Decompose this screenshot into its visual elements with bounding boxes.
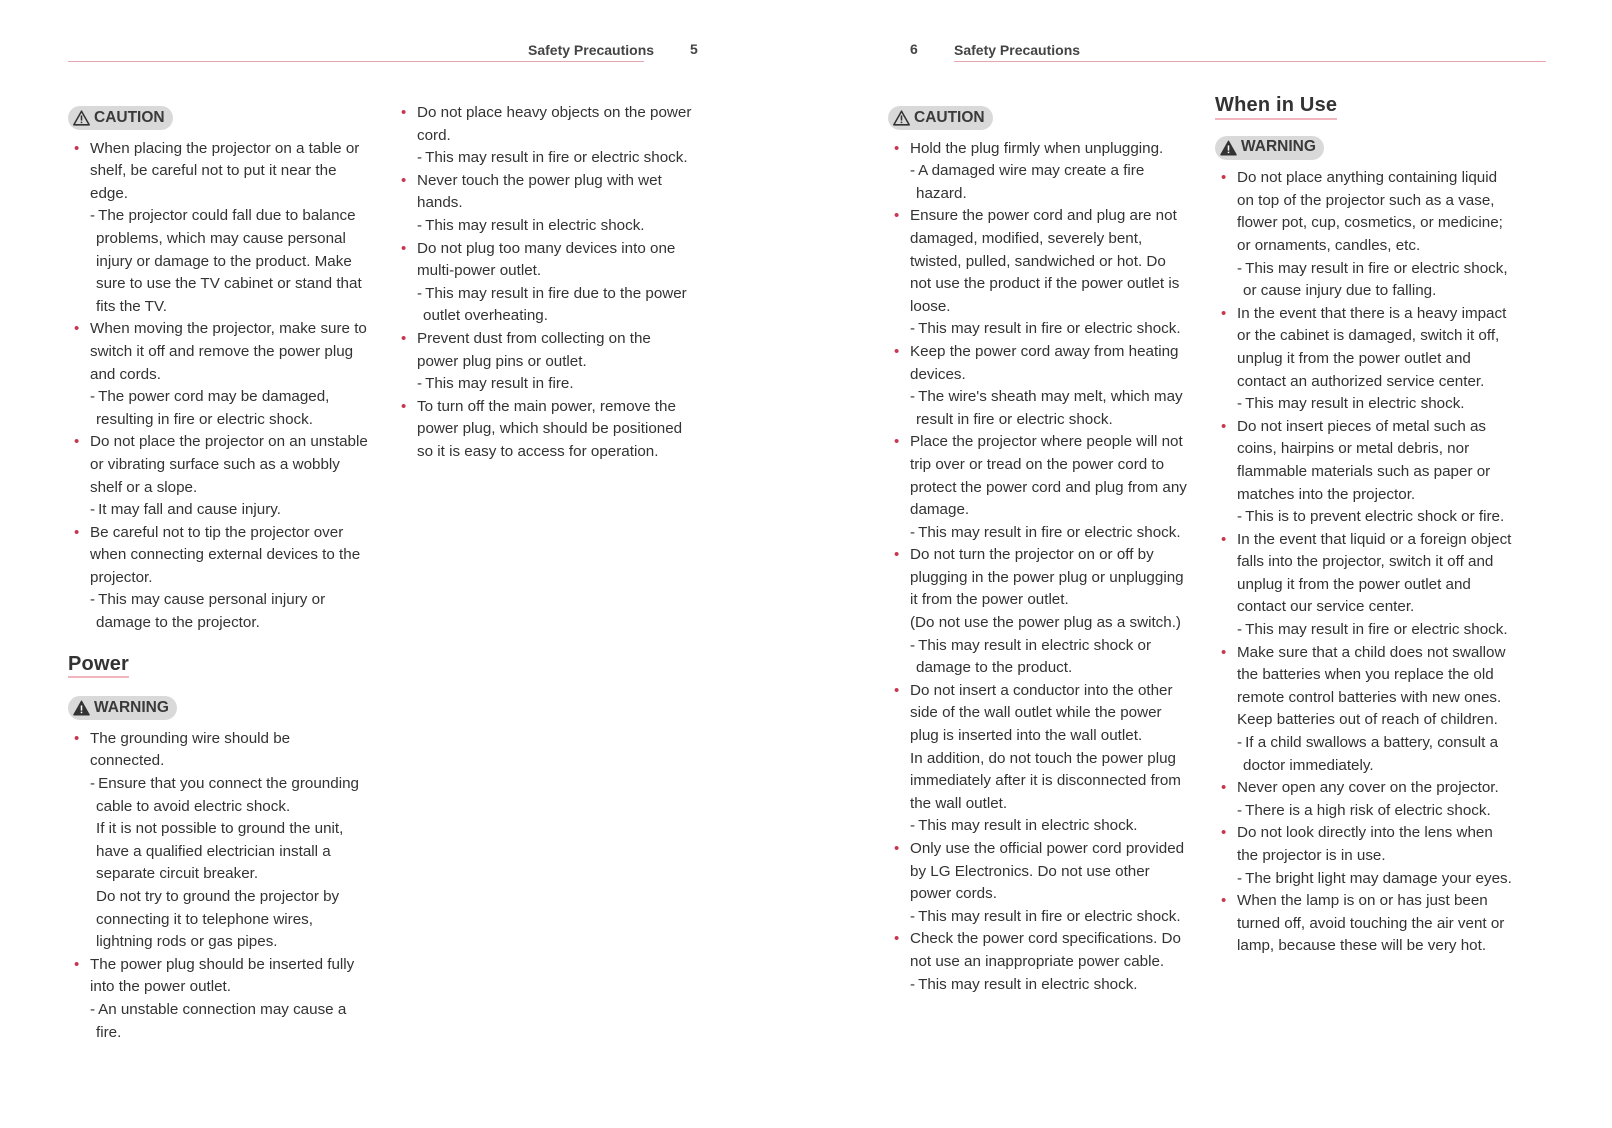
item-continuation: If it is not possible to ground the unit, have a qualified electrician install a separate circuit breaker. <box>96 820 344 883</box>
list-item <box>888 431 1188 544</box>
item-consequence: - This may result in fire due to the power outlet overheating. <box>417 284 687 325</box>
list-item <box>1215 416 1515 529</box>
list-item <box>888 205 1188 341</box>
item-text: The grounding wire should be connected. <box>90 729 291 770</box>
consequence-text: The bright light may damage your eyes. <box>1245 869 1512 887</box>
consequence-text: This is to prevent electric shock or fire. <box>1245 508 1505 526</box>
item-text: Never touch the power plug with wet hands. <box>417 171 662 212</box>
consequence-text: This may result in electric shock or damage to the product. <box>916 636 1152 677</box>
item-consequence: - This may result in fire or electric shock, or cause injury due to falling. <box>1237 259 1508 300</box>
column-1 <box>68 106 368 1044</box>
consequence-text: Ensure that you connect the grounding cable to avoid electric shock. <box>96 775 359 815</box>
caution-badge <box>68 106 173 130</box>
caution-list-right <box>888 138 1188 997</box>
list-item <box>888 928 1188 996</box>
power-section-title: Power <box>68 653 129 679</box>
list-item <box>68 728 368 954</box>
item-consequence: - This may result in electric shock. <box>910 817 1138 835</box>
list-item <box>1215 777 1515 822</box>
item-continuation: Do not try to ground the projector by connecting it to telephone wires, lightning rods or gas pipes. <box>96 888 340 951</box>
consequence-text: This may result in fire due to the power outlet overheating. <box>423 284 687 325</box>
left-header-rule <box>68 61 644 62</box>
item-text: Do not insert pieces of metal such as coins, hairpins or metal debris, nor flammable materials such as paper or matches into the projector. <box>1237 417 1491 503</box>
item-text: To turn off the main power, remove the power plug, which should be positioned so it is easy to access for operation. <box>417 397 683 460</box>
item-text: Do not look directly into the lens when the projector is in use. <box>1237 824 1493 864</box>
consequence-text: An unstable connection may cause a fire. <box>96 1000 347 1041</box>
item-consequence: - The projector could fall due to balance problems, which may cause personal injury or damage to the product. Make sure to use the TV cabinet or stand that fits the TV. <box>90 207 362 315</box>
consequence-text: The power cord may be damaged, resulting in fire or electric shock. <box>96 388 330 428</box>
caution-label-right: CAUTION <box>914 108 985 126</box>
warning-label-right: WARNING <box>1241 138 1316 156</box>
item-text: Place the projector where people will not trip over or tread on the power cord to protect the power cord and plug from any damage. <box>910 433 1187 519</box>
list-item <box>1215 890 1515 958</box>
list-item <box>1215 642 1515 778</box>
consequence-text: It may fall and cause injury. <box>98 501 281 519</box>
consequence-text: This may result in fire or electric shock. <box>918 907 1181 925</box>
item-consequence: - If a child swallows a battery, consult a doctor immediately. <box>1237 734 1499 774</box>
right-header-rule <box>954 61 1546 62</box>
consequence-text: This may result in fire or electric shock. <box>1245 621 1508 639</box>
column-4 <box>1215 94 1515 958</box>
list-item <box>68 954 368 1044</box>
item-consequence: - This may result in electric shock. <box>1237 395 1465 413</box>
item-consequence: - A damaged wire may create a fire hazard. <box>910 162 1145 202</box>
right-page-header <box>910 38 1546 62</box>
item-text: Do not place anything containing liquid on top of the projector such as a vase, flower pot, cup, cosmetics, or medicine; or ornaments, candles, etc. <box>1237 169 1503 254</box>
caution-label: CAUTION <box>94 108 165 126</box>
item-text: Keep the power cord away from heating devices. <box>910 342 1179 383</box>
item-text: When the lamp is on or has just been turned off, avoid touching the air vent or lamp, because these will be very hot. <box>1237 892 1505 955</box>
consequence-text: The projector could fall due to balance problems, which may cause personal injury or damage to the product. Make sure to use the TV cabinet or stand that fits the TV. <box>96 207 362 315</box>
item-consequence: - This may result in electric shock. <box>910 975 1138 993</box>
consequence-text: This may result in electric shock. <box>918 975 1138 993</box>
list-item <box>68 138 368 319</box>
warning-filled-icon <box>1220 140 1237 156</box>
list-item <box>68 318 368 431</box>
consequence-text: The wire's sheath may melt, which may result in fire or electric shock. <box>916 388 1183 428</box>
item-text: Ensure the power cord and plug are not damaged, modified, severely bent, twisted, pulled, sandwiched or hot. Do not use the product if the power outlet is loose. <box>910 207 1180 315</box>
item-consequence: - There is a high risk of electric shock. <box>1237 801 1491 819</box>
item-consequence: - The power cord may be damaged, resulting in fire or electric shock. <box>90 388 330 428</box>
item-text: In the event that there is a heavy impact or the cabinet is damaged, switch it off, unplug it from the power outlet and contact an authorized service center. <box>1237 304 1507 390</box>
item-consequence: - This may cause personal injury or damage to the projector. <box>90 591 326 632</box>
when-in-use-title: When in Use <box>1215 94 1337 120</box>
item-consequence: - This is to prevent electric shock or fire. <box>1237 508 1505 526</box>
list-item <box>1215 303 1515 416</box>
item-text: Do not plug too many devices into one multi-power outlet. <box>417 239 676 280</box>
consequence-text: This may result in fire or electric shock, or cause injury due to falling. <box>1243 259 1508 300</box>
item-consequence: - This may result in fire or electric shock. <box>910 320 1181 338</box>
consequence-text: This may result in electric shock. <box>425 216 645 234</box>
list-item <box>395 170 695 238</box>
list-item <box>1215 822 1515 890</box>
list-item <box>888 138 1188 206</box>
list-item <box>888 680 1188 838</box>
left-page-header <box>68 38 702 62</box>
item-consequence: - This may result in electric shock. <box>417 216 645 234</box>
power-warning-list <box>68 728 368 1044</box>
item-text: Do not place the projector on an unstable or vibrating surface such as a wobbly shelf or a slope. <box>90 433 368 496</box>
item-text: Never open any cover on the projector. <box>1237 779 1499 797</box>
list-item <box>888 544 1188 680</box>
consequence-text: This may result in fire or electric shock. <box>918 523 1181 541</box>
list-item <box>1215 167 1515 303</box>
list-item <box>888 838 1188 928</box>
item-consequence: - This may result in fire. <box>417 375 574 393</box>
item-consequence: - This may result in fire or electric shock. <box>1237 621 1508 639</box>
item-text: Hold the plug firmly when unplugging. <box>910 139 1164 157</box>
consequence-text: This may result in electric shock. <box>1245 395 1465 413</box>
list-item <box>68 522 368 635</box>
consequence-text: This may cause personal injury or damage to the projector. <box>96 591 326 632</box>
list-item <box>395 102 695 170</box>
item-consequence: - This may result in fire or electric shock. <box>910 907 1181 925</box>
item-consequence: - Ensure that you connect the grounding cable to avoid electric shock. <box>90 775 359 815</box>
item-extra-text: In addition, do not touch the power plug immediately after it is disconnected from the wall outlet. <box>910 749 1181 812</box>
list-item <box>395 238 695 328</box>
item-text: Check the power cord specifications. Do not use an inappropriate power cable. <box>910 930 1181 970</box>
consequence-text: This may result in electric shock. <box>918 817 1138 835</box>
item-text: The power plug should be inserted fully into the power outlet. <box>90 955 355 996</box>
item-consequence: - This may result in fire or electric shock. <box>910 523 1181 541</box>
item-text: Prevent dust from collecting on the power plug pins or outlet. <box>417 329 651 370</box>
item-text: Do not insert a conductor into the other side of the wall outlet while the power plug is inserted into the wall outlet. <box>910 681 1173 745</box>
item-text: Be careful not to tip the projector over when connecting external devices to the projector. <box>90 523 361 586</box>
warning-badge <box>68 696 177 720</box>
consequence-text: A damaged wire may create a fire hazard. <box>916 162 1145 202</box>
column-2 <box>395 102 695 464</box>
caution-outline-icon <box>893 110 910 126</box>
item-consequence: - The bright light may damage your eyes. <box>1237 869 1512 887</box>
list-item <box>395 328 695 396</box>
list-item <box>888 341 1188 431</box>
left-page-number: 5 <box>690 41 698 57</box>
item-consequence: - It may fall and cause injury. <box>90 501 281 519</box>
item-text: Only use the official power cord provided by LG Electronics. Do not use other power cords. <box>910 840 1185 903</box>
right-page-number: 6 <box>910 41 918 57</box>
item-text: Do not place heavy objects on the power cord. <box>417 104 692 144</box>
list-item <box>1215 529 1515 642</box>
left-header-title: Safety Precautions <box>528 42 655 58</box>
item-text: When placing the projector on a table or shelf, be careful not to put it near the edge. <box>90 139 360 202</box>
when-in-use-list <box>1215 167 1515 958</box>
list-item <box>68 431 368 521</box>
item-text: When moving the projector, make sure to switch it off and remove the power plug and cords. <box>90 320 367 383</box>
item-consequence: - This may result in electric shock or damage to the product. <box>910 636 1152 677</box>
item-consequence: - The wire's sheath may melt, which may result in fire or electric shock. <box>910 388 1183 428</box>
consequence-text: There is a high risk of electric shock. <box>1245 801 1491 819</box>
warning-filled-icon <box>73 700 90 716</box>
item-extra-text: (Do not use the power plug as a switch.) <box>910 614 1181 632</box>
item-text: Make sure that a child does not swallow the batteries when you replace the old remote control batteries with new ones. Keep batteries out of reach of children. <box>1237 643 1506 729</box>
warning-label: WARNING <box>94 698 169 716</box>
consequence-text: This may result in fire or electric shock. <box>918 320 1181 338</box>
power-caution-list <box>395 102 695 464</box>
caution-badge-right <box>888 106 993 130</box>
caution-outline-icon <box>73 110 90 126</box>
item-consequence: - This may result in fire or electric shock. <box>417 149 688 167</box>
right-header-title: Safety Precautions <box>954 42 1081 58</box>
item-text: In the event that liquid or a foreign object falls into the projector, switch it off and unplug it from the power outlet and contact our service center. <box>1237 530 1512 616</box>
consequence-text: This may result in fire. <box>425 375 574 393</box>
consequence-text: This may result in fire or electric shock. <box>425 149 688 167</box>
column-3 <box>888 106 1188 996</box>
caution-list <box>68 138 368 635</box>
list-item <box>395 396 695 464</box>
consequence-text: If a child swallows a battery, consult a doctor immediately. <box>1243 734 1499 774</box>
warning-badge-right <box>1215 136 1324 160</box>
item-consequence: - An unstable connection may cause a fire. <box>90 1000 347 1041</box>
item-text: Do not turn the projector on or off by plugging in the power plug or unplugging it from the power outlet. <box>910 546 1184 609</box>
